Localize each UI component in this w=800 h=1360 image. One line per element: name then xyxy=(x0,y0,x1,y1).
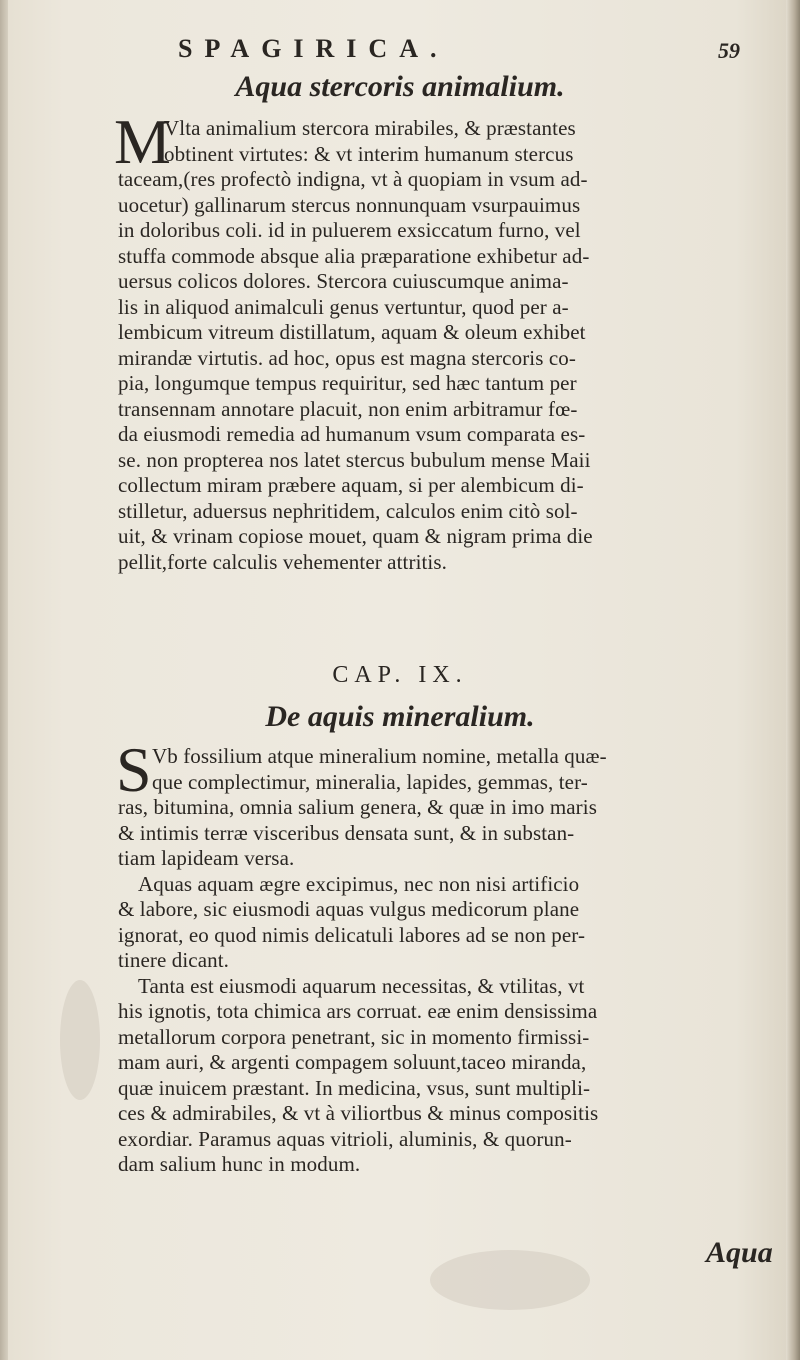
text-line: da eiusmodi remedia ad humanum vsum comparata es- xyxy=(118,422,586,446)
text-line: se. non propterea nos latet stercus bubulum mense Maii xyxy=(118,447,591,472)
page-number: 59 xyxy=(718,38,740,63)
text-line: stilletur, aduersus nephritidem, calculos enim citò sol- xyxy=(118,498,578,523)
text-line: in doloribus coli. id in puluerem exsiccatum furno, vel xyxy=(118,218,581,242)
chapter-title: De aquis mineralium. xyxy=(265,700,535,733)
text-line: uersus colicos dolores. Stercora cuiuscumque anima- xyxy=(118,269,569,293)
text-line: pia, longumque tempus requiritur, sed hæc tantum per xyxy=(118,371,577,395)
text-line: & labore, sic eiusmodi aquas vulgus medicorum plane xyxy=(118,897,580,921)
text-line: mirandæ virtutis. ad hoc, opus est magna stercoris co- xyxy=(118,345,576,370)
text-line: tiam lapideam versa. xyxy=(118,846,295,870)
text-line: stuffa commode absque alia præparatione exhibetur ad- xyxy=(118,243,590,268)
section-title: Aqua stercoris animalium. xyxy=(235,70,565,103)
text-line: uocetur) gallinarum stercus nonnunquam vsurpauimus xyxy=(118,192,581,217)
text-line: collectum miram præbere aquam, si per alembicum di- xyxy=(118,473,584,497)
text-line: Aquas aquam ægre excipimus, nec non nisi artificio xyxy=(138,871,580,896)
text-line: dam salium hunc in modum. xyxy=(118,1152,361,1176)
catchword: Aqua xyxy=(706,1236,773,1269)
running-head: SPAGIRICA. xyxy=(178,34,449,63)
text-line: his ignotis, tota chimica ars corruat. eæ enim densissima xyxy=(118,999,598,1023)
text-line: mam auri, & argenti compagem soluunt,taceo miranda, xyxy=(118,1050,587,1074)
text-line: exordiar. Paramus aquas vitrioli, aluminis, & quorun- xyxy=(118,1126,572,1151)
text-line: pellit,forte calculis vehementer attritis. xyxy=(118,549,447,574)
text-line: uit, & vrinam copiose mouet, quam & nigram prima die xyxy=(118,524,593,548)
chapter-body xyxy=(116,734,768,1178)
text-line: que complectimur, mineralia, lapides, gemmas, ter- xyxy=(152,769,588,794)
drop-cap: M xyxy=(114,106,171,177)
paper-stain xyxy=(60,980,100,1100)
text-line: Tanta est eiusmodi aquarum necessitas, & vtilitas, vt xyxy=(138,973,585,998)
text-line: taceam,(res profectò indigna, vt à quopiam in vsum ad- xyxy=(118,167,588,191)
text-line: Vb fossilium atque mineralium nomine, metalla quæ- xyxy=(152,744,607,768)
text-line: ras, bitumina, omnia salium genera, & quæ in imo maris xyxy=(118,795,597,819)
section-body xyxy=(114,106,768,575)
text-line: Vlta animalium stercora mirabiles, & præstantes xyxy=(164,116,576,140)
text-line: ignorat, eo quod nimis delicatuli labores ad se non per- xyxy=(118,922,586,947)
text-line: & intimis terræ visceribus densata sunt, & in substan- xyxy=(118,820,575,845)
text-line: lembicum vitreum distillatum, aquam & oleum exhibet xyxy=(118,320,586,344)
text-line: metallorum corpora penetrant, sic in momento firmissi- xyxy=(118,1024,590,1049)
text-line: quæ inuicem præstant. In medicina, vsus, sunt multipli- xyxy=(118,1075,591,1100)
chapter-heading: CAP. IX. xyxy=(332,662,468,688)
text-line: tinere dicant. xyxy=(118,948,230,972)
text-line: ces & admirabiles, & vt à viliortbus & minus compositis xyxy=(118,1101,599,1125)
text-line: transennam annotare placuit, non enim arbitramur fœ- xyxy=(118,396,578,421)
text-line: obtinent virtutes: & vt interim humanum stercus xyxy=(164,141,574,166)
text-line: lis in aliquod animalculi genus vertuntur, quod per a- xyxy=(118,294,569,319)
page-header xyxy=(0,34,800,64)
paper-stain xyxy=(430,1250,590,1310)
drop-cap: S xyxy=(116,734,152,805)
